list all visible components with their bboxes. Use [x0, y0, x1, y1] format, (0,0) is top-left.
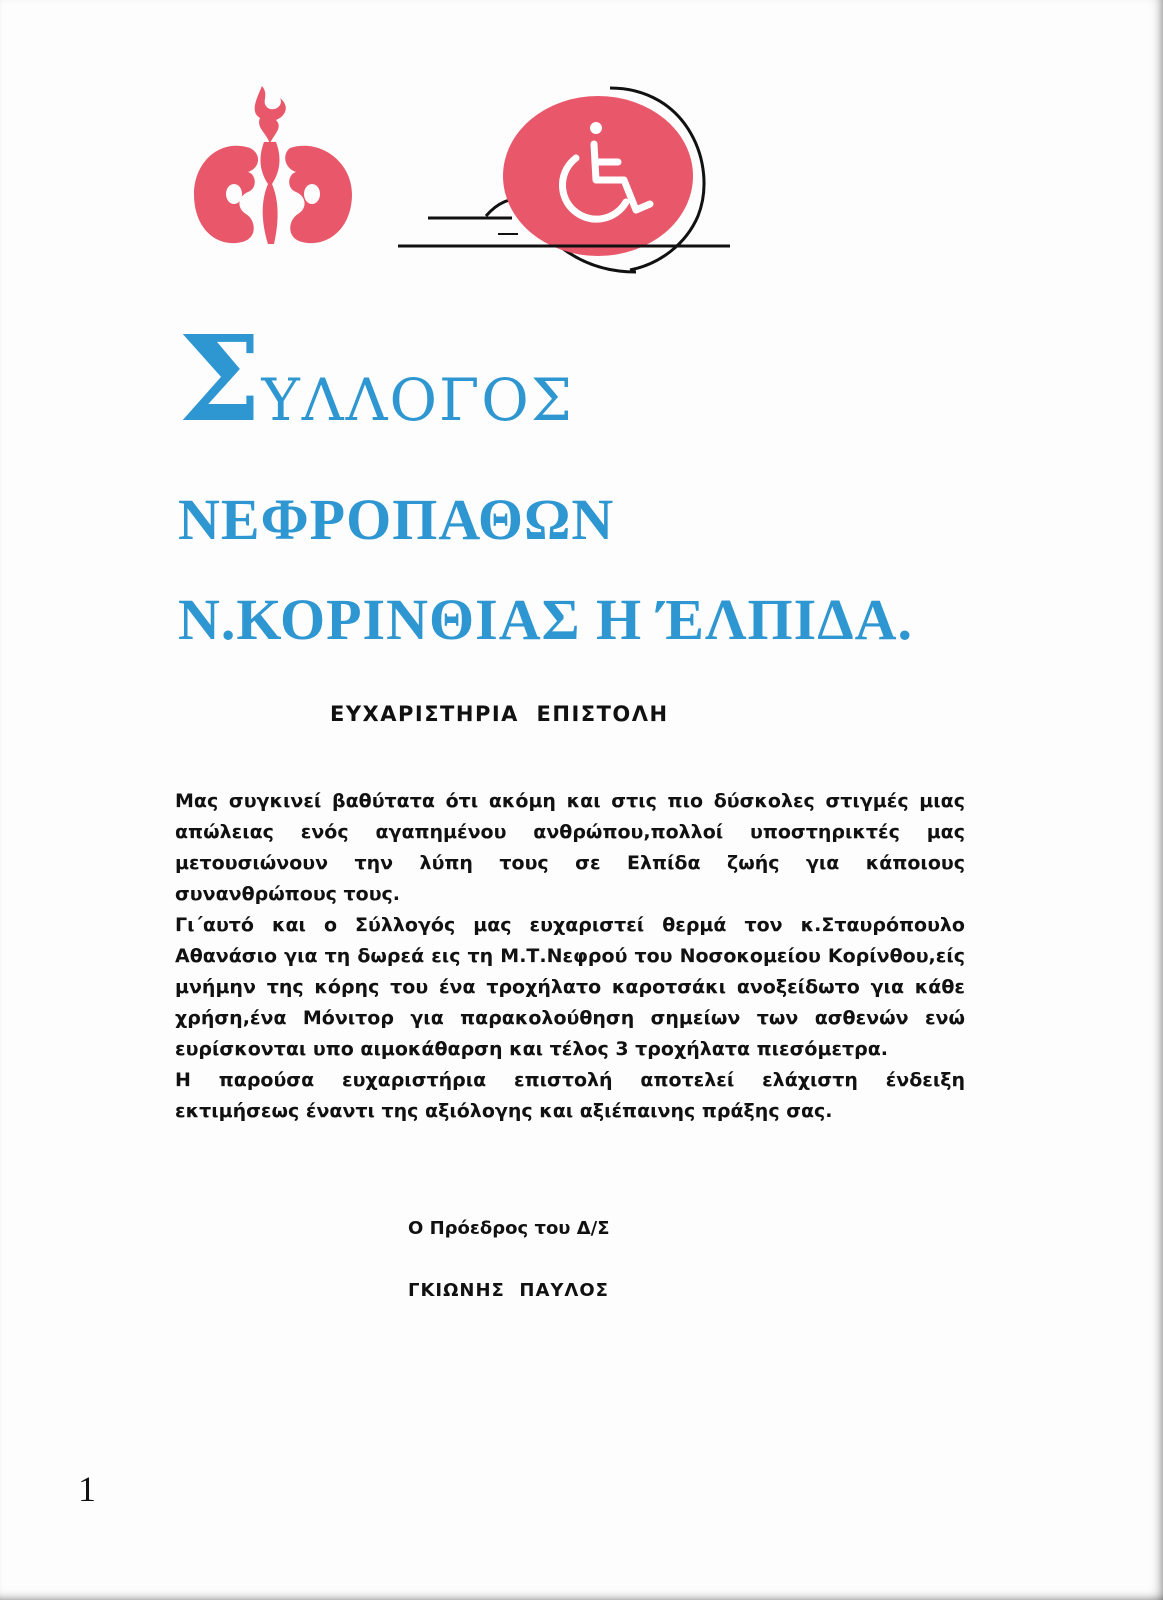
letter-body: [175, 786, 965, 1127]
title-line-korinthias: Ν.ΚΟΡΙΝΘΙΑΣ Η ΈΛΠΙΔΑ.: [178, 587, 913, 652]
title-line-nefropathon: ΝΕΦΡΟΠΑΘΩΝ: [178, 487, 615, 552]
letter-paragraph-3: Η παρούσα ευχαριστήρια επιστολή αποτελεί ελάχιστη ένδειξη εκτιμήσεως έναντι της αξιόλογης και αξιέπαινης πράξης σας.: [175, 1069, 965, 1122]
kidney-flame-icon: [190, 82, 360, 262]
signature-role: Ο Πρόεδρος του Δ/Σ: [408, 1218, 610, 1239]
title-initial-sigma: Σ: [178, 309, 262, 448]
letter-paragraph-2: Γι΄αυτό και ο Σύλλογός μας ευχαριστεί θερμά τον κ.Σταυρόπουλο Αθανάσιο για τη δωρεά εις τη Μ.Τ.Νεφρού του Νοσοκομείου Κορίνθου,είς μνήμην της κόρης του ένα τροχήλατο καροτσάκι ανοξείδωτο για κάθε χρήση,ένα Μόνιτορ για παρακολούθηση σημείων των ασθενών ενώ ευρίσκονται υπο αιμοκάθαρση και τέλος 3 τροχήλατα πιεσόμετρα.: [175, 914, 965, 1060]
title-line-rest: ΥΛΛΟΓΟΣ: [261, 366, 574, 434]
signature-name: ΓΚΙΩΝΗΣ ΠΑΥΛΟΣ: [408, 1280, 609, 1301]
title-line-syllogos: [178, 309, 574, 448]
page-number: 1: [78, 1469, 96, 1509]
letter-heading: ΕΥΧΑΡΙΣΤΗΡΙΑ ΕΠΙΣΤΟΛΗ: [330, 702, 669, 726]
wheelchair-icon: [398, 86, 753, 276]
letter-paragraph-1: Μας συγκινεί βαθύτατα ότι ακόμη και στις πιο δύσκολες στιγμές μιας απώλειας ενός αγαπημένου ανθρώπου,πολλοί υποστηρικτές μας μετουσιώνουν την λύπη τους σε Ελπίδα ζωής για κάποιους συνανθρώπους τους.: [175, 790, 965, 905]
